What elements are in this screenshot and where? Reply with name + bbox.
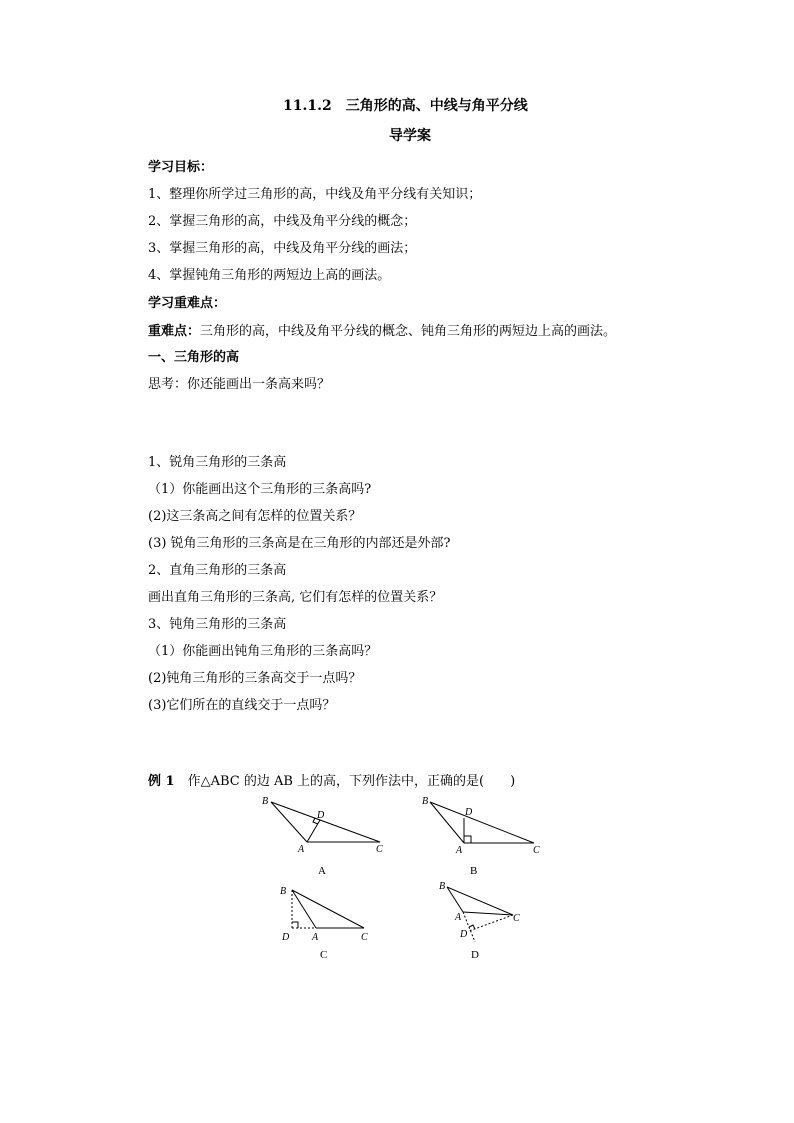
key-points [148,324,616,340]
vertex-label: B [439,881,446,892]
figure-a [260,796,390,882]
vertex-label: D [317,810,325,821]
vertex-label: D [282,932,290,943]
figure-d [436,878,536,966]
figure-caption: B [470,865,478,877]
vertex-label: C [376,844,383,855]
question-line: (2)这三条高之间有怎样的位置关系？ [148,509,362,524]
figure-b [418,796,552,882]
vertex-label: A [312,932,319,943]
page-subtitle: 导学案 [389,128,431,144]
question-line: 画出直角三角形的三条高, 它们有怎样的位置关系？ [148,590,443,605]
vertex-label: B [422,796,429,807]
vertex-label: B [262,796,269,807]
vertex-label: D [460,929,468,940]
question-line: 2、直角三角形的三条高 [148,563,287,578]
example-label: 例 1 [148,774,175,789]
example-text: 作△ABC 的边 AB 上的高，下列作法中，正确的是( ) [187,774,516,789]
question-line: 3、钝角三角形的三条高 [148,617,287,632]
vertex-label: A [456,845,463,856]
goal-item: 1、整理你所学过三角形的高，中线及角平分线有关知识； [148,187,482,202]
section-heading: 一、三角形的高 [148,350,240,365]
vertex-label: D [465,807,473,818]
question-line: （1）你能画出钝角三角形的三条高吗？ [148,644,378,659]
page-title: 11.1.2 三角形的高、中线与角平分线 [283,98,528,114]
question-line: （1）你能画出这个三角形的三条高吗? [148,482,372,497]
vertex-label: B [280,886,287,897]
vertex-label: A [455,912,462,923]
question-line: 1、锐角三角形的三条高 [148,455,287,470]
vertex-label: C [361,932,368,943]
figure-caption: D [471,949,479,961]
example-question [148,774,515,790]
goal-item: 3、掌握三角形的高，中线及角平分线的画法； [148,241,417,256]
goal-item: 2、掌握三角形的高，中线及角平分线的概念； [148,214,417,229]
figure-c [278,882,388,966]
vertex-label: C [513,913,520,924]
question-line: (2)钝角三角形的三条高交于一点吗？ [148,671,362,686]
goals-heading: 学习目标： [148,160,214,175]
vertex-label: A [298,844,305,855]
think-question: 思考：你还能画出一条高来吗？ [148,377,331,392]
figure-caption: A [318,865,326,877]
question-line: (3) 锐角三角形的三条高是在三角形的内部还是外部? [148,536,451,551]
question-line: (3)它们所在的直线交于一点吗？ [148,698,336,713]
goal-item: 4、掌握钝角三角形的两短边上高的画法。 [148,268,391,283]
key-heading: 学习重难点： [148,296,227,311]
key-label: 重难点： [148,324,201,339]
key-text: 三角形的高，中线及角平分线的概念、钝角三角形的两短边上高的画法。 [200,324,617,339]
figure-caption: C [320,949,328,961]
vertex-label: C [533,845,540,856]
